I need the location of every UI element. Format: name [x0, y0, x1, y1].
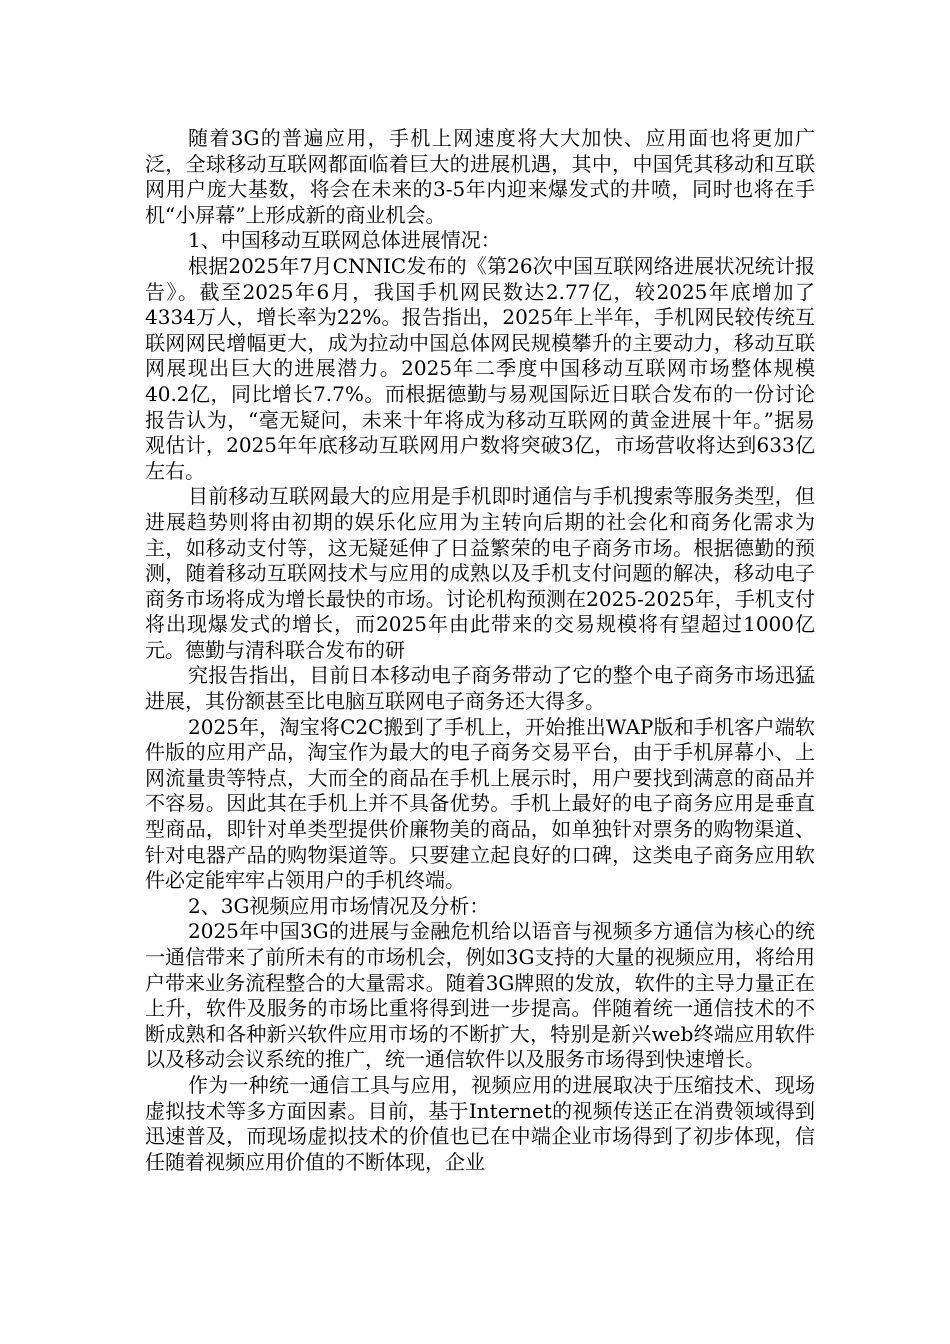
- paragraph-taobao: 2025年，淘宝将C2C搬到了手机上，开始推出WAP版和手机客户端软件版的应用产品，淘宝作为最大的电子商务交易平台，由于手机屏幕小、上网流量贵等特点，大而全的商品在手机上展示时，用户要找到满意的商品并不容易。因此其在手机上并不具备优势。手机上最好的电子商务应用是垂直型商品，即针对单类型提供价廉物美的商品，如单独针对票务的购物渠道、针对电器产品的购物渠道等。只要建立起良好的口碑，这类电子商务应用软件必定能牢牢占领用户的手机终端。: [145, 714, 815, 893]
- paragraph-3g-unified-comm: 2025年中国3G的进展与金融危机给以语音与视频多方通信为核心的统一通信带来了前所未有的市场机会，例如3G支持的大量的视频应用，将给用户带来业务流程整合的大量需求。随着3G牌照的发放，软件的主导力量正在上升，软件及服务的市场比重将得到进一步提高。伴随着统一通信技术的不断成熟和各种新兴软件应用市场的不断扩大，特别是新兴web终端应用软件以及移动会议系统的推广，统一通信软件以及服务市场得到快速增长。: [145, 919, 815, 1072]
- paragraph-mobile-apps: 目前移动互联网最大的应用是手机即时通信与手机搜索等服务类型，但进展趋势则将由初期的娱乐化应用为主转向后期的社会化和商务化需求为主，如移动支付等，这无疑延伸了日益繁荣的电子商务市场。根据德勤的预测，随着移动互联网技术与应用的成熟以及手机支付问题的解决，移动电子商务市场将成为增长最快的市场。讨论机构预测在2025-2025年，手机支付将出现爆发式的增长，而2025年由此带来的交易规模将有望超过1000亿元。德勤与清科联合发布的研: [145, 484, 815, 662]
- section-heading-2: 2、3G视频应用市场情况及分析：: [188, 893, 490, 918]
- paragraph-video-apps: 作为一种统一通信工具与应用，视频应用的进展取决于压缩技术、现场虚拟技术等多方面因素。目前，基于Internet的视频传送正在消费领域得到迅速普及，而现场虚拟技术的价值也已在中端企业市场得到了初步体现，信任随着视频应用价值的不断体现，企业: [145, 1072, 815, 1174]
- paragraph-japan-report: 究报告指出，目前日本移动电子商务带动了它的整个电子商务市场迅猛进展，其份额甚至比电脑互联网电子商务还大得多。: [145, 663, 815, 714]
- document-body: [145, 126, 815, 1175]
- paragraph-cnnic-report: 根据2025年7月CNNIC发布的《第26次中国互联网络进展状况统计报告》。截至2025年6月，我国手机网民数达2.77亿，较2025年底增加了4334万人，增长率为22%。报告指出，2025年上半年，手机网民较传统互联网网民增幅更大，成为拉动中国总体网民规模攀升的主要动力，移动互联网展现出巨大的进展潜力。2025年二季度中国移动互联网市场整体规模40.2亿，同比增长7.7%。而根据德勤与易观国际近日联合发布的一份讨论报告认为，“毫无疑问，未来十年将成为移动互联网的黄金进展十年。”据易观估计，2025年年底移动互联网用户数将突破3亿，市场营收将达到633亿左右。: [145, 253, 815, 483]
- section-heading-1: 1、中国移动互联网总体进展情况：: [188, 228, 501, 253]
- paragraph-intro: 随着3G的普遍应用，手机上网速度将大大加快、应用面也将更加广泛，全球移动互联网都面临着巨大的进展机遇，其中，中国凭其移动和互联网用户庞大基数，将会在未来的3-5年内迎来爆发式的井喷，同时也将在手机“小屏幕”上形成新的商业机会。: [145, 126, 815, 227]
